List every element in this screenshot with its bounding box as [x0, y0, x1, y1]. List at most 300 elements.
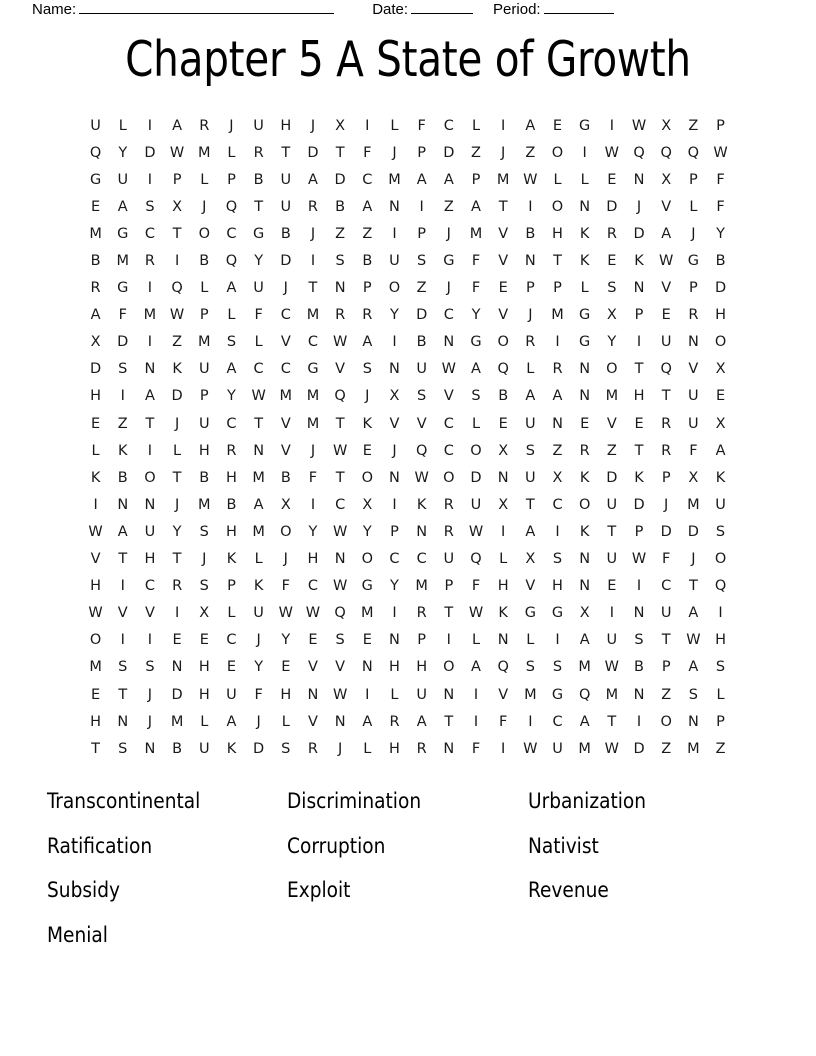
grid-letter[interactable]: D	[171, 686, 183, 703]
grid-letter[interactable]: D	[633, 740, 645, 757]
grid-letter[interactable]: N	[416, 523, 428, 540]
grid-letter[interactable]: A	[416, 171, 427, 188]
grid-letter[interactable]: H	[389, 740, 400, 757]
grid-letter[interactable]: W	[604, 740, 620, 757]
grid-letter[interactable]: N	[497, 469, 509, 486]
grid-letter[interactable]: E	[498, 280, 508, 297]
grid-letter[interactable]: P	[227, 578, 236, 595]
grid-letter[interactable]: S	[417, 253, 427, 270]
grid-letter[interactable]: X	[525, 551, 536, 568]
grid-letter[interactable]: B	[715, 253, 726, 270]
grid-letter[interactable]: L	[689, 198, 698, 215]
grid-letter[interactable]: O	[551, 144, 564, 161]
grid-letter[interactable]: Q	[171, 280, 183, 297]
grid-letter[interactable]: A	[525, 523, 536, 540]
grid-letter[interactable]: W	[604, 144, 620, 161]
grid-letter[interactable]: L	[254, 334, 263, 351]
grid-letter[interactable]: S	[715, 523, 726, 540]
grid-letter[interactable]: L	[200, 280, 209, 297]
grid-letter[interactable]: I	[473, 686, 479, 703]
grid-letter[interactable]: Y	[390, 578, 399, 595]
grid-letter[interactable]: M	[252, 523, 265, 540]
grid-letter[interactable]: I	[310, 496, 316, 513]
grid-letter[interactable]: M	[306, 388, 320, 405]
grid-letter[interactable]: I	[392, 496, 397, 513]
grid-letter[interactable]: Q	[660, 361, 672, 378]
grid-letter[interactable]: Z	[471, 144, 481, 161]
grid-letter[interactable]: M	[551, 307, 564, 324]
grid-letter[interactable]: A	[525, 117, 536, 134]
grid-letter[interactable]: A	[715, 442, 726, 459]
grid-letter[interactable]: X	[661, 117, 672, 134]
grid-letter[interactable]: Y	[118, 144, 128, 161]
grid-letter[interactable]: C	[443, 307, 454, 324]
word-list-item[interactable]: Nativist	[528, 833, 599, 859]
grid-letter[interactable]: T	[634, 361, 644, 378]
grid-letter[interactable]: M	[89, 659, 102, 676]
grid-letter[interactable]: L	[390, 117, 399, 134]
grid-letter[interactable]: F	[281, 578, 290, 595]
grid-letter[interactable]: A	[471, 198, 481, 215]
grid-letter[interactable]: E	[199, 632, 209, 649]
grid-letter[interactable]: D	[443, 144, 455, 161]
grid-letter[interactable]: F	[308, 469, 318, 486]
grid-letter[interactable]: X	[688, 469, 699, 486]
grid-letter[interactable]: C	[253, 361, 264, 378]
grid-letter[interactable]: U	[253, 280, 264, 297]
grid-letter[interactable]: A	[362, 713, 373, 730]
date-input-blank[interactable]	[411, 0, 473, 14]
grid-letter[interactable]: P	[199, 307, 209, 324]
grid-letter[interactable]: C	[226, 632, 237, 649]
grid-letter[interactable]: E	[607, 171, 617, 188]
grid-letter[interactable]: S	[226, 334, 237, 351]
grid-letter[interactable]: F	[471, 253, 481, 270]
grid-letter[interactable]: U	[688, 415, 699, 432]
grid-letter[interactable]: J	[147, 686, 153, 703]
grid-letter[interactable]: P	[417, 632, 427, 649]
word-list-item[interactable]: Transcontinental	[47, 789, 201, 814]
grid-letter[interactable]: R	[579, 442, 590, 459]
grid-letter[interactable]: E	[362, 632, 372, 649]
grid-letter[interactable]: E	[607, 253, 617, 270]
grid-letter[interactable]: N	[443, 686, 455, 703]
grid-letter[interactable]: N	[579, 388, 591, 405]
grid-letter[interactable]: M	[578, 740, 591, 757]
grid-letter[interactable]: I	[555, 334, 560, 351]
grid-letter[interactable]: Z	[606, 442, 617, 459]
grid-letter[interactable]: X	[90, 334, 101, 351]
grid-letter[interactable]: F	[498, 713, 508, 730]
grid-letter[interactable]: P	[471, 171, 481, 188]
grid-letter[interactable]: Z	[715, 740, 726, 757]
grid-letter[interactable]: I	[446, 632, 451, 649]
grid-letter[interactable]: H	[416, 659, 428, 676]
grid-letter[interactable]: T	[607, 713, 617, 730]
grid-letter[interactable]: N	[579, 198, 591, 215]
grid-letter[interactable]: I	[147, 442, 153, 459]
grid-letter[interactable]: B	[199, 469, 210, 486]
word-list-item[interactable]: Subsidy	[47, 878, 120, 903]
grid-letter[interactable]: B	[280, 469, 291, 486]
grid-letter[interactable]: R	[199, 117, 210, 134]
grid-letter[interactable]: P	[661, 469, 671, 486]
grid-letter[interactable]: U	[525, 415, 536, 432]
grid-letter[interactable]: B	[634, 659, 644, 676]
word-list-item[interactable]: Revenue	[528, 878, 609, 903]
grid-letter[interactable]: K	[226, 551, 237, 568]
grid-letter[interactable]: D	[334, 171, 346, 188]
grid-letter[interactable]: U	[117, 171, 129, 188]
grid-letter[interactable]: C	[661, 578, 672, 595]
grid-letter[interactable]: A	[471, 361, 481, 378]
grid-letter[interactable]: H	[389, 659, 400, 676]
grid-letter[interactable]: D	[117, 334, 129, 351]
grid-letter[interactable]: Z	[552, 442, 563, 459]
grid-letter[interactable]: I	[636, 578, 642, 595]
grid-letter[interactable]: C	[280, 361, 291, 378]
grid-letter[interactable]: Z	[525, 144, 536, 161]
grid-letter[interactable]: K	[253, 578, 264, 595]
grid-letter[interactable]: T	[91, 740, 101, 757]
grid-letter[interactable]: T	[444, 605, 454, 622]
grid-letter[interactable]: E	[552, 117, 563, 134]
grid-letter[interactable]: K	[715, 469, 726, 486]
grid-letter[interactable]: U	[443, 551, 455, 568]
grid-letter[interactable]: H	[307, 551, 319, 568]
grid-letter[interactable]: J	[147, 713, 153, 730]
grid-letter[interactable]: A	[144, 388, 155, 405]
grid-letter[interactable]: R	[307, 198, 318, 215]
grid-letter[interactable]: J	[636, 198, 642, 215]
grid-letter[interactable]: M	[143, 307, 157, 324]
grid-letter[interactable]: E	[607, 578, 617, 595]
grid-letter[interactable]: L	[91, 442, 100, 459]
grid-letter[interactable]: D	[253, 740, 265, 757]
grid-letter[interactable]: L	[499, 551, 508, 568]
grid-letter[interactable]: O	[443, 469, 455, 486]
grid-letter[interactable]: N	[144, 740, 156, 757]
grid-letter[interactable]: A	[552, 388, 563, 405]
grid-letter[interactable]: P	[227, 171, 236, 188]
grid-letter[interactable]: T	[498, 198, 508, 215]
grid-letter[interactable]: R	[661, 415, 672, 432]
grid-letter[interactable]: M	[198, 334, 211, 351]
grid-letter[interactable]: U	[470, 496, 482, 513]
grid-letter[interactable]: W	[713, 144, 728, 161]
grid-letter[interactable]: L	[526, 632, 535, 649]
grid-letter[interactable]: W	[441, 361, 456, 378]
grid-letter[interactable]: N	[443, 740, 455, 757]
grid-letter[interactable]: N	[633, 605, 645, 622]
grid-letter[interactable]: T	[118, 686, 128, 703]
grid-letter[interactable]: Z	[688, 117, 699, 134]
grid-letter[interactable]: X	[579, 605, 590, 622]
grid-letter[interactable]: H	[633, 388, 645, 405]
grid-letter[interactable]: O	[361, 551, 374, 568]
grid-letter[interactable]: R	[335, 307, 346, 324]
grid-letter[interactable]: E	[172, 632, 182, 649]
grid-letter[interactable]: P	[417, 144, 427, 161]
grid-letter[interactable]: U	[606, 496, 618, 513]
grid-letter[interactable]: J	[256, 632, 261, 649]
grid-letter[interactable]: O	[198, 225, 210, 242]
grid-letter[interactable]: E	[281, 659, 291, 676]
grid-letter[interactable]: U	[90, 117, 101, 134]
grid-letter[interactable]: N	[687, 334, 699, 351]
grid-letter[interactable]: Z	[172, 334, 183, 351]
grid-letter[interactable]: V	[498, 225, 509, 242]
grid-letter[interactable]: K	[226, 740, 237, 757]
grid-letter[interactable]: J	[174, 415, 180, 432]
grid-letter[interactable]: K	[416, 496, 427, 513]
grid-letter[interactable]: F	[662, 551, 671, 568]
grid-letter[interactable]: X	[172, 198, 183, 215]
grid-letter[interactable]: Z	[661, 740, 672, 757]
grid-letter[interactable]: D	[280, 253, 292, 270]
grid-letter[interactable]: T	[145, 415, 155, 432]
grid-letter[interactable]: Y	[308, 523, 318, 540]
grid-letter[interactable]: R	[552, 361, 563, 378]
grid-letter[interactable]: Q	[225, 198, 238, 215]
grid-letter[interactable]: H	[225, 523, 237, 540]
grid-letter[interactable]: X	[335, 117, 346, 134]
grid-letter[interactable]: I	[473, 713, 479, 730]
grid-letter[interactable]: T	[525, 496, 535, 513]
grid-letter[interactable]: A	[226, 280, 237, 297]
grid-letter[interactable]: N	[579, 551, 591, 568]
grid-letter[interactable]: R	[525, 334, 536, 351]
grid-letter[interactable]: H	[198, 442, 210, 459]
grid-letter[interactable]: T	[661, 632, 671, 649]
grid-letter[interactable]: M	[605, 686, 619, 703]
grid-letter[interactable]: C	[307, 334, 319, 351]
grid-letter[interactable]: S	[525, 659, 535, 676]
grid-letter[interactable]: N	[334, 551, 346, 568]
grid-letter[interactable]: Z	[335, 225, 346, 242]
grid-letter[interactable]: F	[471, 280, 481, 297]
grid-letter[interactable]: J	[283, 551, 288, 568]
grid-letter[interactable]: T	[335, 469, 345, 486]
grid-letter[interactable]: K	[579, 523, 590, 540]
grid-letter[interactable]: Q	[470, 551, 482, 568]
grid-letter[interactable]: O	[578, 496, 591, 513]
grid-letter[interactable]: F	[254, 686, 263, 703]
grid-letter[interactable]: V	[688, 361, 699, 378]
grid-letter[interactable]: G	[117, 225, 129, 242]
grid-letter[interactable]: W	[251, 388, 266, 405]
grid-letter[interactable]: O	[89, 632, 102, 649]
grid-letter[interactable]: R	[606, 225, 617, 242]
grid-letter[interactable]: P	[661, 659, 671, 676]
grid-letter[interactable]: H	[552, 225, 563, 242]
grid-letter[interactable]: J	[174, 496, 180, 513]
grid-letter[interactable]: O	[497, 334, 509, 351]
grid-letter[interactable]: M	[116, 253, 130, 270]
grid-letter[interactable]: Q	[89, 144, 102, 161]
grid-letter[interactable]: J	[202, 198, 207, 215]
grid-letter[interactable]: V	[308, 713, 318, 730]
grid-letter[interactable]: B	[117, 469, 128, 486]
grid-letter[interactable]: I	[555, 632, 560, 649]
grid-letter[interactable]: X	[606, 307, 617, 324]
grid-letter[interactable]: A	[661, 225, 672, 242]
grid-letter[interactable]: J	[283, 280, 288, 297]
grid-letter[interactable]: K	[362, 415, 373, 432]
grid-letter[interactable]: K	[579, 253, 590, 270]
grid-letter[interactable]: A	[525, 388, 536, 405]
grid-letter[interactable]: S	[417, 388, 427, 405]
grid-letter[interactable]: A	[471, 659, 481, 676]
grid-letter[interactable]: T	[281, 144, 291, 161]
grid-letter[interactable]: V	[661, 198, 672, 215]
grid-letter[interactable]: S	[688, 686, 698, 703]
grid-letter[interactable]: O	[361, 469, 374, 486]
grid-letter[interactable]: P	[199, 388, 209, 405]
grid-letter[interactable]: W	[414, 469, 429, 486]
grid-letter[interactable]: C	[552, 496, 563, 513]
grid-letter[interactable]: F	[716, 198, 725, 215]
grid-letter[interactable]: Y	[281, 632, 291, 649]
grid-letter[interactable]: O	[714, 551, 727, 568]
grid-letter[interactable]: R	[253, 144, 264, 161]
grid-letter[interactable]: A	[308, 171, 318, 188]
grid-letter[interactable]: S	[118, 361, 128, 378]
grid-letter[interactable]: X	[199, 605, 210, 622]
grid-letter[interactable]: H	[198, 686, 210, 703]
grid-letter[interactable]: F	[363, 144, 372, 161]
grid-letter[interactable]: W	[88, 605, 103, 622]
grid-letter[interactable]: Q	[225, 253, 238, 270]
grid-letter[interactable]: F	[417, 117, 426, 134]
grid-letter[interactable]: Y	[362, 523, 372, 540]
grid-letter[interactable]: E	[91, 686, 101, 703]
grid-letter[interactable]: J	[256, 713, 261, 730]
grid-letter[interactable]: Y	[172, 523, 182, 540]
grid-letter[interactable]: W	[169, 144, 185, 161]
grid-letter[interactable]: V	[280, 334, 291, 351]
grid-letter[interactable]: E	[661, 307, 671, 324]
grid-letter[interactable]: S	[362, 361, 372, 378]
grid-letter[interactable]: I	[609, 605, 614, 622]
grid-letter[interactable]: N	[144, 496, 156, 513]
grid-letter[interactable]: G	[524, 605, 536, 622]
grid-letter[interactable]: Q	[578, 686, 591, 703]
grid-letter[interactable]: M	[469, 225, 483, 242]
grid-letter[interactable]: J	[501, 144, 506, 161]
grid-letter[interactable]: N	[361, 659, 373, 676]
grid-letter[interactable]: V	[443, 388, 454, 405]
grid-letter[interactable]: M	[578, 659, 591, 676]
grid-letter[interactable]: H	[90, 578, 102, 595]
grid-letter[interactable]: A	[688, 605, 699, 622]
grid-letter[interactable]: Z	[443, 198, 454, 215]
grid-letter[interactable]: V	[606, 415, 617, 432]
grid-letter[interactable]: I	[147, 117, 153, 134]
grid-letter[interactable]: S	[525, 442, 535, 459]
grid-letter[interactable]: R	[172, 578, 183, 595]
word-list-item[interactable]: Exploit	[287, 878, 351, 903]
grid-letter[interactable]: X	[362, 496, 373, 513]
grid-letter[interactable]: G	[89, 171, 102, 188]
grid-letter[interactable]: Y	[227, 388, 236, 405]
grid-letter[interactable]: I	[392, 225, 397, 242]
grid-letter[interactable]: Z	[661, 686, 672, 703]
grid-letter[interactable]: N	[171, 659, 183, 676]
grid-letter[interactable]: O	[470, 442, 482, 459]
grid-letter[interactable]: I	[147, 632, 153, 649]
grid-letter[interactable]: M	[306, 415, 320, 432]
grid-letter[interactable]: X	[715, 361, 726, 378]
grid-letter[interactable]: I	[93, 496, 98, 513]
grid-letter[interactable]: J	[337, 740, 343, 757]
grid-letter[interactable]: U	[416, 361, 427, 378]
grid-letter[interactable]: D	[606, 198, 618, 215]
grid-letter[interactable]: F	[689, 442, 698, 459]
grid-letter[interactable]: B	[362, 253, 373, 270]
grid-letter[interactable]: G	[687, 253, 699, 270]
grid-letter[interactable]: B	[280, 225, 291, 242]
grid-letter[interactable]: P	[688, 171, 698, 188]
grid-letter[interactable]: Z	[117, 415, 128, 432]
grid-letter[interactable]: V	[335, 659, 346, 676]
grid-letter[interactable]: D	[307, 144, 319, 161]
grid-letter[interactable]: J	[528, 307, 533, 324]
grid-letter[interactable]: S	[335, 632, 345, 649]
grid-letter[interactable]: M	[198, 144, 211, 161]
grid-letter[interactable]: H	[552, 578, 563, 595]
grid-letter[interactable]: V	[90, 551, 101, 568]
grid-letter[interactable]: V	[498, 253, 509, 270]
grid-letter[interactable]: B	[90, 253, 101, 270]
grid-letter[interactable]: I	[582, 144, 587, 161]
grid-letter[interactable]: L	[390, 686, 399, 703]
grid-letter[interactable]: J	[310, 442, 316, 459]
grid-letter[interactable]: I	[501, 117, 506, 134]
grid-letter[interactable]: M	[170, 713, 184, 730]
grid-letter[interactable]: N	[524, 253, 536, 270]
grid-letter[interactable]: A	[253, 496, 264, 513]
grid-letter[interactable]: B	[253, 171, 264, 188]
grid-letter[interactable]: W	[332, 442, 348, 459]
grid-letter[interactable]: N	[497, 632, 509, 649]
grid-letter[interactable]: R	[416, 605, 427, 622]
grid-letter[interactable]: W	[523, 171, 538, 188]
grid-letter[interactable]: S	[607, 280, 617, 297]
grid-letter[interactable]: H	[90, 713, 102, 730]
grid-letter[interactable]: U	[280, 171, 292, 188]
grid-letter[interactable]: W	[659, 253, 674, 270]
grid-letter[interactable]: F	[118, 307, 127, 324]
grid-letter[interactable]: C	[307, 578, 319, 595]
grid-letter[interactable]: J	[691, 551, 696, 568]
grid-letter[interactable]: S	[199, 578, 209, 595]
grid-letter[interactable]: A	[579, 632, 590, 649]
grid-letter[interactable]: P	[634, 523, 644, 540]
grid-letter[interactable]: T	[254, 415, 264, 432]
grid-letter[interactable]: E	[634, 415, 644, 432]
grid-letter[interactable]: O	[144, 469, 156, 486]
grid-letter[interactable]: M	[524, 686, 537, 703]
grid-letter[interactable]: V	[525, 578, 536, 595]
grid-letter[interactable]: L	[580, 280, 589, 297]
grid-letter[interactable]: C	[335, 496, 346, 513]
grid-letter[interactable]: W	[88, 523, 103, 540]
grid-letter[interactable]: T	[661, 388, 671, 405]
grid-letter[interactable]: Y	[716, 225, 725, 242]
grid-letter[interactable]: K	[579, 225, 590, 242]
grid-letter[interactable]: Q	[687, 144, 700, 161]
